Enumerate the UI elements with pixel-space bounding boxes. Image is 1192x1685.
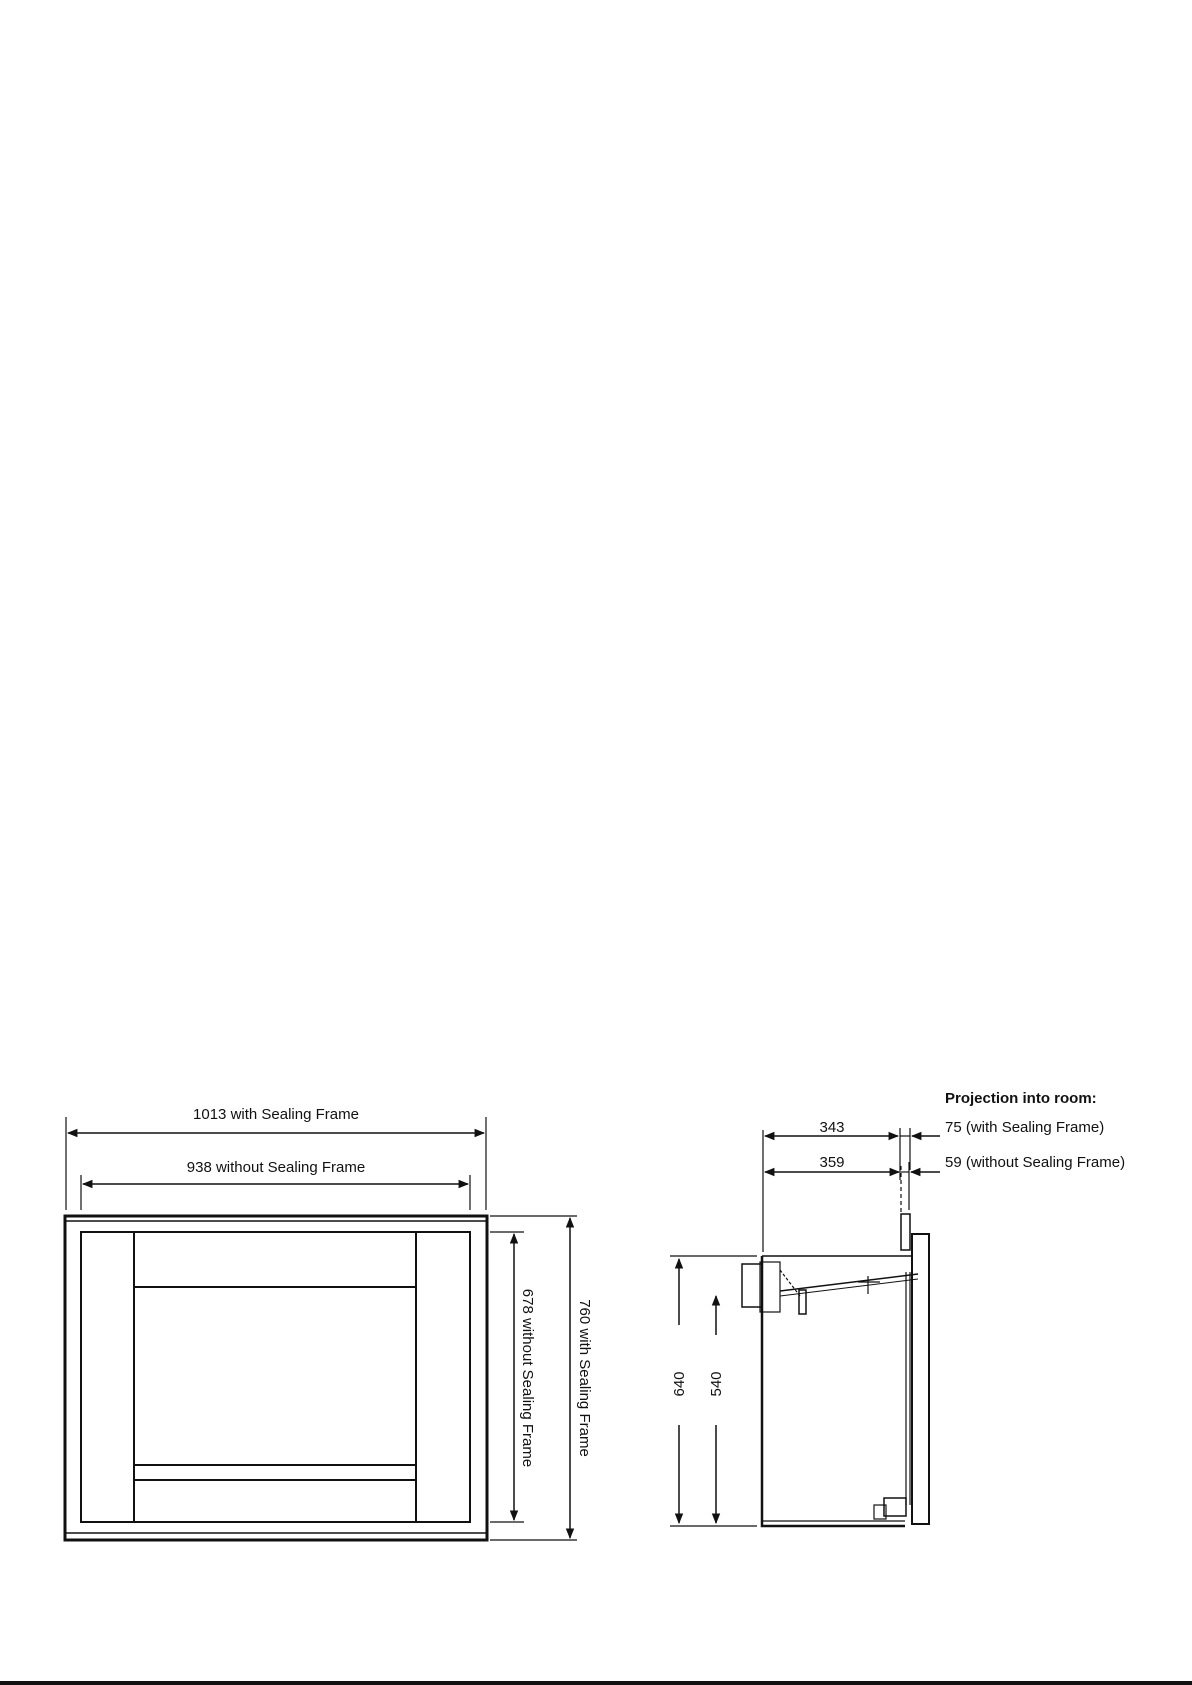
- side-view: [670, 1128, 940, 1526]
- side-top-latch: [901, 1214, 910, 1250]
- label-projection-title: Projection into room:: [945, 1090, 1097, 1107]
- label-width-with-frame: 1013 with Sealing Frame: [193, 1106, 359, 1123]
- side-mechanism-arm-2: [780, 1279, 918, 1296]
- front-outer-frame: [65, 1216, 487, 1540]
- label-height-540: 540: [708, 1371, 725, 1397]
- label-depth-343: 343: [819, 1119, 845, 1136]
- label-height-with-frame: 760 with Sealing Frame: [576, 1299, 593, 1457]
- label-height-640: 640: [671, 1371, 688, 1397]
- side-housing-outline: [762, 1256, 905, 1526]
- front-door-body: [81, 1232, 470, 1522]
- side-flue-connector: [742, 1264, 762, 1307]
- side-bottom-hinge: [884, 1498, 906, 1516]
- page-bottom-rule: [0, 1681, 1192, 1685]
- side-glass-door: [912, 1234, 929, 1524]
- label-height-without-frame: 678 without Sealing Frame: [519, 1288, 536, 1468]
- label-projection-59: 59 (without Sealing Frame): [945, 1154, 1126, 1171]
- label-depth-359: 359: [819, 1154, 845, 1171]
- label-projection-75: 75 (with Sealing Frame): [945, 1119, 1105, 1136]
- side-mechanism-strut: [780, 1270, 800, 1296]
- front-view: [65, 1117, 577, 1540]
- side-mechanism-arm: [780, 1274, 918, 1291]
- label-width-without-frame: 938 without Sealing Frame: [186, 1159, 366, 1176]
